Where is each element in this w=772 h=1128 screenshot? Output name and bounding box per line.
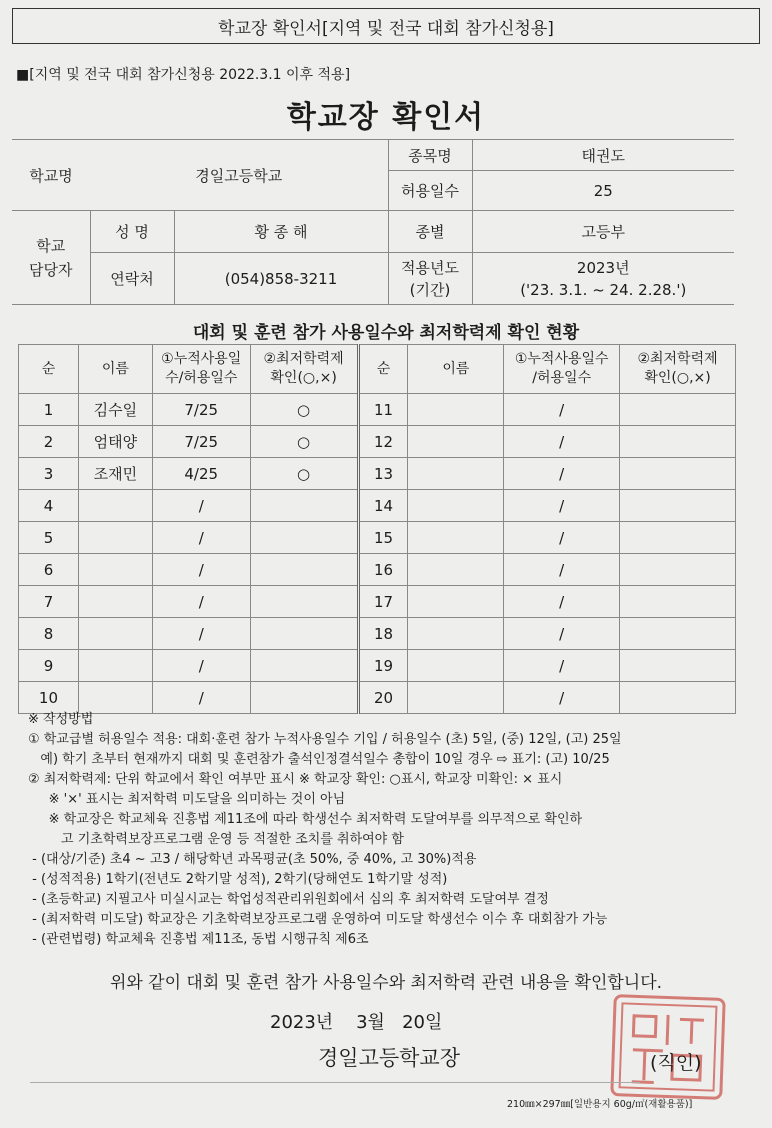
row-confirm-right: [620, 618, 736, 650]
row-used-left: /: [152, 554, 250, 586]
seal-label: (직인): [650, 1052, 702, 1074]
status-row: [19, 650, 736, 682]
row-confirm-right: [620, 650, 736, 682]
row-used-right: /: [504, 554, 620, 586]
status-row: [19, 554, 736, 586]
allowed-days-label: 허용일수: [388, 171, 472, 211]
row-used-left: 7/25: [152, 426, 250, 458]
notes-heading: ※ 작성방법: [28, 712, 94, 727]
header-name-left: 이름: [78, 345, 152, 394]
row-no-left: 8: [19, 618, 79, 650]
row-no-left: 5: [19, 522, 79, 554]
status-row: [19, 618, 736, 650]
note-line: - (대상/기준) 초4 ~ 고3 / 해당학년 과목평균(초 50%, 중 40%, 고 30%)적용: [28, 852, 477, 867]
principal-name: 경일고등학교장: [318, 1046, 461, 1070]
header-confirm-right: ②최저학력제 확인(○,×): [620, 345, 736, 394]
status-row: [19, 586, 736, 618]
status-section-title: 대회 및 훈련 참가 사용일수와 최저학력제 확인 현황: [192, 323, 580, 343]
row-name-left: [78, 522, 152, 554]
row-no-right: 14: [358, 490, 408, 522]
sport-label: 종목명: [388, 140, 472, 171]
status-row: [19, 458, 736, 490]
contact-label: 연락처: [90, 253, 174, 305]
row-no-right: 15: [358, 522, 408, 554]
row-used-left: /: [152, 618, 250, 650]
row-used-left: /: [152, 650, 250, 682]
note-line: 고 기초학력보장프로그램 운영 등 적절한 조치를 취하여야 함: [28, 832, 404, 847]
confirmation-statement: 위와 같이 대회 및 훈련 참가 사용일수와 최저학력 관련 내용을 확인합니다.: [109, 973, 663, 993]
row-no-left: 9: [19, 650, 79, 682]
status-row: [19, 394, 736, 426]
allowed-days-value: 25: [472, 171, 734, 211]
school-name-label: 학교명: [12, 140, 90, 211]
date-month: 3월: [356, 1012, 385, 1033]
header-confirm-left: ②최저학력제 확인(○,×): [250, 345, 358, 394]
row-used-right: /: [504, 490, 620, 522]
row-no-right: 12: [358, 426, 408, 458]
paper-spec: 210㎜×297㎜[일반용지 60g/㎡(재활용품)]: [507, 1099, 693, 1110]
manager-label: 학교 담당자: [12, 211, 90, 305]
header-no-left: 순: [19, 345, 79, 394]
row-name-left: [78, 618, 152, 650]
row-used-right: /: [504, 618, 620, 650]
year-label: 적용년도 (기간): [388, 253, 472, 305]
row-name-right: [408, 682, 504, 714]
row-name-left: 엄태양: [78, 426, 152, 458]
date-day: 20일: [402, 1012, 443, 1033]
note-line: - (최저학력 미도달) 학교장은 기초학력보장프로그램 운영하여 미도달 학생선수 이수 후 대회참가 가능: [28, 912, 608, 927]
row-no-left: 4: [19, 490, 79, 522]
official-seal-stamp: [610, 994, 725, 1100]
row-confirm-left: [250, 522, 358, 554]
period-value: ('23. 3.1. ~ 24. 2.28.'): [520, 280, 687, 299]
sport-value: 태권도: [472, 140, 734, 171]
header-used-left: ①누적사용일 수/허용일수: [152, 345, 250, 394]
status-row: [19, 426, 736, 458]
row-confirm-left: ○: [250, 426, 358, 458]
form-header-box: [12, 8, 760, 44]
row-no-right: 17: [358, 586, 408, 618]
note-line: - (관련법령) 학교체육 진흥법 제11조, 동법 시행규칙 제6조: [28, 932, 369, 947]
row-confirm-left: ○: [250, 394, 358, 426]
row-used-right: /: [504, 426, 620, 458]
row-no-left: 7: [19, 586, 79, 618]
row-confirm-right: [620, 682, 736, 714]
row-no-right: 18: [358, 618, 408, 650]
row-name-left: 김수일: [78, 394, 152, 426]
row-confirm-left: [250, 618, 358, 650]
footer-divider: [30, 1082, 640, 1083]
writing-instructions: [28, 710, 748, 950]
row-name-right: [408, 490, 504, 522]
status-table: [18, 344, 736, 714]
note-line: ※ 학교장은 학교체육 진흥법 제11조에 따라 학생선수 최저학력 도달여부를 의무적으로 확인하: [28, 812, 583, 827]
category-value: 고등부: [472, 211, 734, 253]
row-name-left: [78, 682, 152, 714]
row-confirm-left: [250, 650, 358, 682]
note-line: - (성적적용) 1학기(전년도 2학기말 성적), 2학기(당해연도 1학기말 성적): [28, 872, 448, 887]
row-name-left: [78, 490, 152, 522]
row-name-right: [408, 618, 504, 650]
row-no-right: 11: [358, 394, 408, 426]
row-no-right: 19: [358, 650, 408, 682]
row-used-right: /: [504, 682, 620, 714]
row-no-right: 20: [358, 682, 408, 714]
row-confirm-right: [620, 458, 736, 490]
note-line: ① 학교급별 허용일수 적용: 대회·훈련 참가 누적사용일수 기입 / 허용일수 (초) 5일, (중) 12일, (고) 25일: [28, 732, 622, 747]
row-used-left: /: [152, 586, 250, 618]
form-header-text: 학교장 확인서[지역 및 전국 대회 참가신청용]: [218, 18, 554, 39]
row-name-right: [408, 458, 504, 490]
row-no-right: 16: [358, 554, 408, 586]
row-used-left: /: [152, 490, 250, 522]
row-name-right: [408, 554, 504, 586]
row-name-right: [408, 522, 504, 554]
status-row: [19, 522, 736, 554]
row-name-right: [408, 650, 504, 682]
status-row: [19, 490, 736, 522]
header-name-right: 이름: [408, 345, 504, 394]
row-no-left: 6: [19, 554, 79, 586]
header-used-right: ①누적사용일수 /허용일수: [504, 345, 620, 394]
row-name-right: [408, 586, 504, 618]
row-name-left: [78, 554, 152, 586]
row-used-right: /: [504, 458, 620, 490]
row-confirm-left: [250, 682, 358, 714]
row-confirm-left: [250, 490, 358, 522]
row-used-left: 7/25: [152, 394, 250, 426]
row-name-right: [408, 394, 504, 426]
row-name-right: [408, 426, 504, 458]
row-used-left: /: [152, 522, 250, 554]
note-line: ※ '×' 표시는 최저학력 미도달을 의미하는 것이 아님: [28, 792, 346, 807]
note-line: 예) 학기 초부터 현재까지 대회 및 훈련참가 출석인정결석일수 총합이 10일 경우 ⇨ 표기: (고) 10/25: [28, 752, 610, 767]
row-used-left: /: [152, 682, 250, 714]
row-confirm-right: [620, 586, 736, 618]
school-name-value: 경일고등학교: [90, 140, 388, 211]
row-used-right: /: [504, 650, 620, 682]
note-line: - (초등학교) 지필고사 미실시교는 학업성적관리위원회에서 심의 후 최저학력 도달여부 결정: [28, 892, 549, 907]
row-name-left: [78, 586, 152, 618]
category-label: 종별: [388, 211, 472, 253]
row-used-right: /: [504, 522, 620, 554]
row-no-left: 3: [19, 458, 79, 490]
status-row: [19, 682, 736, 714]
manager-name-label: 성 명: [90, 211, 174, 253]
manager-name-value: 황 종 해: [174, 211, 388, 253]
school-info-table: [12, 139, 734, 305]
status-header-row: [19, 345, 736, 394]
row-confirm-left: ○: [250, 458, 358, 490]
row-name-left: [78, 650, 152, 682]
row-no-left: 2: [19, 426, 79, 458]
row-name-left: 조재민: [78, 458, 152, 490]
signing-date: [270, 1008, 442, 1034]
row-used-left: 4/25: [152, 458, 250, 490]
year-value: 2023년: [576, 258, 630, 277]
year-period-cell: [472, 253, 734, 305]
row-confirm-right: [620, 490, 736, 522]
contact-value: (054)858-3211: [174, 253, 388, 305]
row-used-right: /: [504, 394, 620, 426]
header-no-right: 순: [358, 345, 408, 394]
row-confirm-right: [620, 522, 736, 554]
application-notice: ■[지역 및 전국 대회 참가신청용 2022.3.1 이후 적용]: [16, 67, 351, 83]
row-no-right: 13: [358, 458, 408, 490]
row-confirm-left: [250, 554, 358, 586]
row-confirm-left: [250, 586, 358, 618]
row-no-left: 10: [19, 682, 79, 714]
row-confirm-right: [620, 554, 736, 586]
date-year: 2023년: [270, 1012, 334, 1033]
row-confirm-right: [620, 394, 736, 426]
note-line: ② 최저학력제: 단위 학교에서 확인 여부만 표시 ※ 학교장 확인: ○표시, 학교장 미확인: × 표시: [28, 772, 563, 787]
row-no-left: 1: [19, 394, 79, 426]
document-title: 학교장 확인서: [286, 100, 486, 135]
row-confirm-right: [620, 426, 736, 458]
row-used-right: /: [504, 586, 620, 618]
